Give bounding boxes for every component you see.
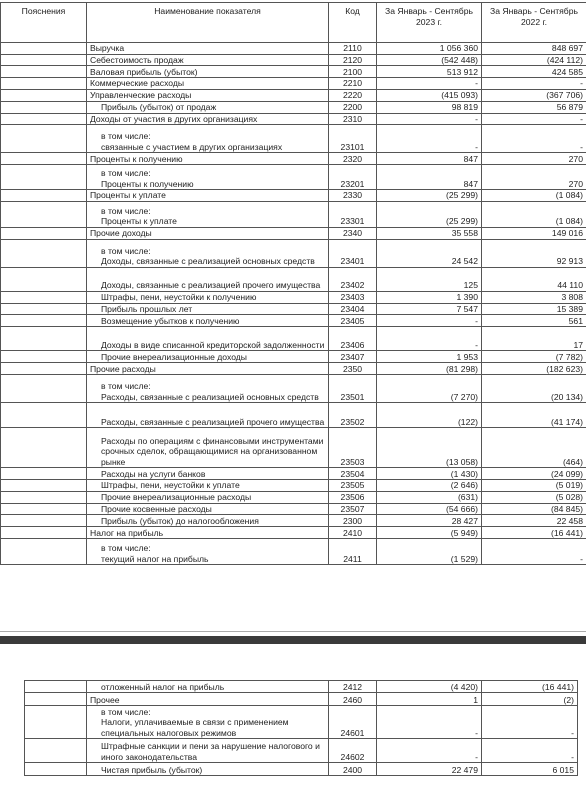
notes-cell — [1, 153, 87, 165]
name-cell: Проценты к уплате — [87, 190, 329, 202]
value-2023-cell: 22 479 — [377, 763, 482, 776]
code-cell: 23301 — [329, 201, 377, 227]
value-2023-cell: - — [377, 327, 482, 351]
name-cell: в том числе: связанные с участием в других организациях — [87, 125, 329, 153]
name-cell: Себестоимость продаж — [87, 54, 329, 66]
code-cell: 2350 — [329, 363, 377, 375]
notes-cell — [1, 165, 87, 190]
value-2023-cell: 125 — [377, 267, 482, 291]
table-row — [1, 468, 586, 480]
code-cell: 2320 — [329, 153, 377, 165]
value-2022-cell: (1 084) — [482, 201, 586, 227]
value-2022-cell: 149 016 — [482, 227, 586, 239]
value-2023-cell: 24 542 — [377, 239, 482, 267]
code-cell: 2330 — [329, 190, 377, 202]
code-cell: 23405 — [329, 315, 377, 327]
col-notes-header: Пояснения — [1, 3, 87, 43]
value-2022-cell: (464) — [482, 428, 586, 468]
code-cell: 2340 — [329, 227, 377, 239]
name-cell: Доходы, связанные с реализацией прочего имущества — [87, 267, 329, 291]
notes-cell — [1, 267, 87, 291]
value-2022-cell: - — [482, 125, 586, 153]
table-row — [1, 78, 586, 90]
notes-cell — [1, 327, 87, 351]
notes-cell — [1, 201, 87, 227]
name-cell: в том числе: Проценты к уплате — [87, 201, 329, 227]
table-row — [25, 739, 578, 763]
header-row — [1, 3, 586, 43]
table-row — [1, 491, 586, 503]
value-2022-cell: (24 099) — [482, 468, 586, 480]
value-2023-cell: 847 — [377, 153, 482, 165]
table-row — [1, 66, 586, 78]
code-cell: 23404 — [329, 303, 377, 315]
table-body — [1, 43, 586, 565]
code-cell: 23402 — [329, 267, 377, 291]
value-2022-cell: (1 084) — [482, 190, 586, 202]
value-2023-cell: (2 646) — [377, 480, 482, 492]
name-cell: Прочие внереализационные доходы — [87, 351, 329, 363]
table-row — [1, 165, 586, 190]
code-cell: 24602 — [329, 739, 377, 763]
table-row — [1, 267, 586, 291]
table-row — [1, 125, 586, 153]
value-2022-cell: (41 174) — [482, 403, 586, 428]
page-edge — [0, 631, 586, 632]
name-cell: в том числе: Доходы, связанные с реализацией основных средств — [87, 239, 329, 267]
table-body-continued — [25, 681, 578, 776]
notes-cell — [1, 101, 87, 113]
table-row — [1, 363, 586, 375]
code-cell: 2120 — [329, 54, 377, 66]
code-cell: 23503 — [329, 428, 377, 468]
code-cell: 2220 — [329, 89, 377, 101]
value-2022-cell: 6 015 — [482, 763, 578, 776]
code-cell: 2410 — [329, 527, 377, 539]
value-2023-cell: 1 056 360 — [377, 43, 482, 55]
value-2022-cell: 561 — [482, 315, 586, 327]
value-2023-cell: (13 058) — [377, 428, 482, 468]
notes-cell — [1, 303, 87, 315]
value-2022-cell: 56 879 — [482, 101, 586, 113]
value-2022-cell: - — [482, 78, 586, 90]
code-cell: 23403 — [329, 291, 377, 303]
name-cell: Прибыль (убыток) до налогообложения — [87, 515, 329, 527]
value-2023-cell: (542 448) — [377, 54, 482, 66]
value-2022-cell: (7 782) — [482, 351, 586, 363]
value-2022-cell: 424 585 — [482, 66, 586, 78]
notes-cell — [1, 403, 87, 428]
notes-cell — [25, 693, 87, 706]
value-2023-cell: 35 558 — [377, 227, 482, 239]
table-row — [25, 763, 578, 776]
notes-cell — [25, 739, 87, 763]
code-cell: 2310 — [329, 113, 377, 125]
notes-cell — [1, 227, 87, 239]
notes-cell — [1, 291, 87, 303]
value-2023-cell: (25 299) — [377, 190, 482, 202]
value-2022-cell: (182 623) — [482, 363, 586, 375]
table-row — [1, 503, 586, 515]
value-2022-cell: (84 845) — [482, 503, 586, 515]
table-row — [1, 201, 586, 227]
code-cell: 2210 — [329, 78, 377, 90]
code-cell: 23406 — [329, 327, 377, 351]
name-cell: Возмещение убытков к получению — [87, 315, 329, 327]
notes-cell — [1, 315, 87, 327]
notes-cell — [1, 375, 87, 403]
table-row — [1, 428, 586, 468]
table-row — [1, 89, 586, 101]
notes-cell — [1, 54, 87, 66]
code-cell: 23505 — [329, 480, 377, 492]
value-2023-cell: - — [377, 739, 482, 763]
value-2023-cell: (122) — [377, 403, 482, 428]
col-period2-header: За Январь - Сентябрь 2022 г. — [482, 3, 586, 43]
notes-cell — [1, 43, 87, 55]
value-2022-cell: 270 — [482, 165, 586, 190]
code-cell: 24601 — [329, 706, 377, 739]
value-2022-cell: 270 — [482, 153, 586, 165]
value-2023-cell: - — [377, 315, 482, 327]
value-2023-cell: 847 — [377, 165, 482, 190]
name-cell: Доходы в виде списанной кредиторской задолженности — [87, 327, 329, 351]
notes-cell — [1, 503, 87, 515]
notes-cell — [1, 527, 87, 539]
name-cell: Доходы от участия в других организациях — [87, 113, 329, 125]
code-cell: 2460 — [329, 693, 377, 706]
code-cell: 23401 — [329, 239, 377, 267]
code-cell: 23507 — [329, 503, 377, 515]
value-2023-cell: 7 547 — [377, 303, 482, 315]
value-2022-cell: (2) — [482, 693, 578, 706]
name-cell: Прибыль (убыток) от продаж — [87, 101, 329, 113]
name-cell: Штрафы, пени, неустойки к получению — [87, 291, 329, 303]
code-cell: 2411 — [329, 539, 377, 565]
table-row — [1, 113, 586, 125]
value-2023-cell: (5 949) — [377, 527, 482, 539]
notes-cell — [1, 351, 87, 363]
table-row — [1, 227, 586, 239]
notes-cell — [1, 539, 87, 565]
name-cell: Расходы, связанные с реализацией прочего имущества — [87, 403, 329, 428]
table-row — [1, 327, 586, 351]
value-2023-cell: (4 420) — [377, 681, 482, 693]
col-period1-header: За Январь - Сентябрь 2023 г. — [377, 3, 482, 43]
value-2023-cell: (81 298) — [377, 363, 482, 375]
value-2022-cell: (16 441) — [482, 681, 578, 693]
value-2023-cell: (1 430) — [377, 468, 482, 480]
notes-cell — [1, 239, 87, 267]
value-2022-cell: (16 441) — [482, 527, 586, 539]
value-2022-cell: (424 112) — [482, 54, 586, 66]
value-2023-cell: 28 427 — [377, 515, 482, 527]
name-cell: Налог на прибыль — [87, 527, 329, 539]
code-cell: 23501 — [329, 375, 377, 403]
notes-cell — [25, 681, 87, 693]
income-statement-table — [0, 2, 586, 565]
name-cell: Штрафные санкции и пени за нарушение налогового и иного законодательства — [87, 739, 329, 763]
value-2023-cell: 1 — [377, 693, 482, 706]
value-2023-cell: (415 093) — [377, 89, 482, 101]
notes-cell — [1, 428, 87, 468]
table-row — [1, 43, 586, 55]
notes-cell — [25, 763, 87, 776]
name-cell: Прибыль прошлых лет — [87, 303, 329, 315]
table-row — [1, 54, 586, 66]
value-2022-cell: - — [482, 706, 578, 739]
name-cell: Выручка — [87, 43, 329, 55]
table-row — [1, 403, 586, 428]
table-row — [1, 351, 586, 363]
notes-cell — [1, 491, 87, 503]
table-row — [1, 190, 586, 202]
notes-cell — [1, 113, 87, 125]
value-2023-cell: 98 819 — [377, 101, 482, 113]
name-cell: в том числе: Расходы, связанные с реализацией основных средств — [87, 375, 329, 403]
notes-cell — [1, 78, 87, 90]
code-cell: 23201 — [329, 165, 377, 190]
value-2022-cell: 17 — [482, 327, 586, 351]
code-cell: 2400 — [329, 763, 377, 776]
name-cell: Управленческие расходы — [87, 89, 329, 101]
value-2023-cell: - — [377, 113, 482, 125]
name-cell: Прочее — [87, 693, 329, 706]
table-row — [1, 527, 586, 539]
notes-cell — [1, 480, 87, 492]
notes-cell — [1, 363, 87, 375]
code-cell: 23504 — [329, 468, 377, 480]
value-2022-cell: (5 028) — [482, 491, 586, 503]
value-2022-cell: (5 019) — [482, 480, 586, 492]
code-cell: 2412 — [329, 681, 377, 693]
value-2023-cell: (25 299) — [377, 201, 482, 227]
value-2023-cell: - — [377, 78, 482, 90]
code-cell: 2300 — [329, 515, 377, 527]
code-cell: 23407 — [329, 351, 377, 363]
code-cell: 2110 — [329, 43, 377, 55]
name-cell: Прочие косвенные расходы — [87, 503, 329, 515]
value-2022-cell: 22 458 — [482, 515, 586, 527]
name-cell: в том числе: Налоги, уплачиваемые в связи с применением специальных налоговых режимов — [87, 706, 329, 739]
notes-cell — [1, 89, 87, 101]
value-2022-cell: - — [482, 539, 586, 565]
name-cell: Прочие внереализационные расходы — [87, 491, 329, 503]
value-2023-cell: - — [377, 706, 482, 739]
name-cell: Валовая прибыль (убыток) — [87, 66, 329, 78]
name-cell: Расходы на услуги банков — [87, 468, 329, 480]
value-2023-cell: 513 912 — [377, 66, 482, 78]
notes-cell — [1, 66, 87, 78]
table-row — [25, 681, 578, 693]
table-row — [1, 315, 586, 327]
notes-cell — [25, 706, 87, 739]
table-row — [1, 539, 586, 565]
name-cell: Чистая прибыль (убыток) — [87, 763, 329, 776]
code-cell: 2100 — [329, 66, 377, 78]
table-row — [1, 101, 586, 113]
table-row — [1, 291, 586, 303]
name-cell: Проценты к получению — [87, 153, 329, 165]
table-row — [1, 303, 586, 315]
table-row — [25, 693, 578, 706]
value-2022-cell: - — [482, 739, 578, 763]
page-break-divider — [0, 636, 586, 644]
code-cell: 23502 — [329, 403, 377, 428]
name-cell: в том числе: Проценты к получению — [87, 165, 329, 190]
value-2023-cell: 1 390 — [377, 291, 482, 303]
col-code-header: Код — [329, 3, 377, 43]
notes-cell — [1, 125, 87, 153]
table-row — [1, 375, 586, 403]
value-2022-cell: 848 697 — [482, 43, 586, 55]
name-cell: Прочие доходы — [87, 227, 329, 239]
notes-cell — [1, 515, 87, 527]
code-cell: 23101 — [329, 125, 377, 153]
value-2022-cell: (20 134) — [482, 375, 586, 403]
value-2022-cell: 44 110 — [482, 267, 586, 291]
name-cell: Штрафы, пени, неустойки к уплате — [87, 480, 329, 492]
table-row — [1, 480, 586, 492]
income-statement-table-continued — [24, 680, 578, 776]
value-2022-cell: 3 808 — [482, 291, 586, 303]
value-2023-cell: (7 270) — [377, 375, 482, 403]
value-2022-cell: (367 706) — [482, 89, 586, 101]
value-2022-cell: - — [482, 113, 586, 125]
value-2022-cell: 15 389 — [482, 303, 586, 315]
value-2023-cell: (631) — [377, 491, 482, 503]
code-cell: 2200 — [329, 101, 377, 113]
value-2022-cell: 92 913 — [482, 239, 586, 267]
notes-cell — [1, 468, 87, 480]
name-cell: Расходы по операциям с финансовыми инструментами срочных сделок, обращающимися на организованном рынке — [87, 428, 329, 468]
value-2023-cell: (54 666) — [377, 503, 482, 515]
value-2023-cell: 1 953 — [377, 351, 482, 363]
code-cell: 23506 — [329, 491, 377, 503]
table-row — [1, 515, 586, 527]
notes-cell — [1, 190, 87, 202]
name-cell: Прочие расходы — [87, 363, 329, 375]
value-2023-cell: - — [377, 125, 482, 153]
name-cell: Коммерческие расходы — [87, 78, 329, 90]
table-row — [1, 153, 586, 165]
name-cell: отложенный налог на прибыль — [87, 681, 329, 693]
table-row — [25, 706, 578, 739]
table-row — [1, 239, 586, 267]
col-name-header: Наименование показателя — [87, 3, 329, 43]
value-2023-cell: (1 529) — [377, 539, 482, 565]
name-cell: в том числе: текущий налог на прибыль — [87, 539, 329, 565]
